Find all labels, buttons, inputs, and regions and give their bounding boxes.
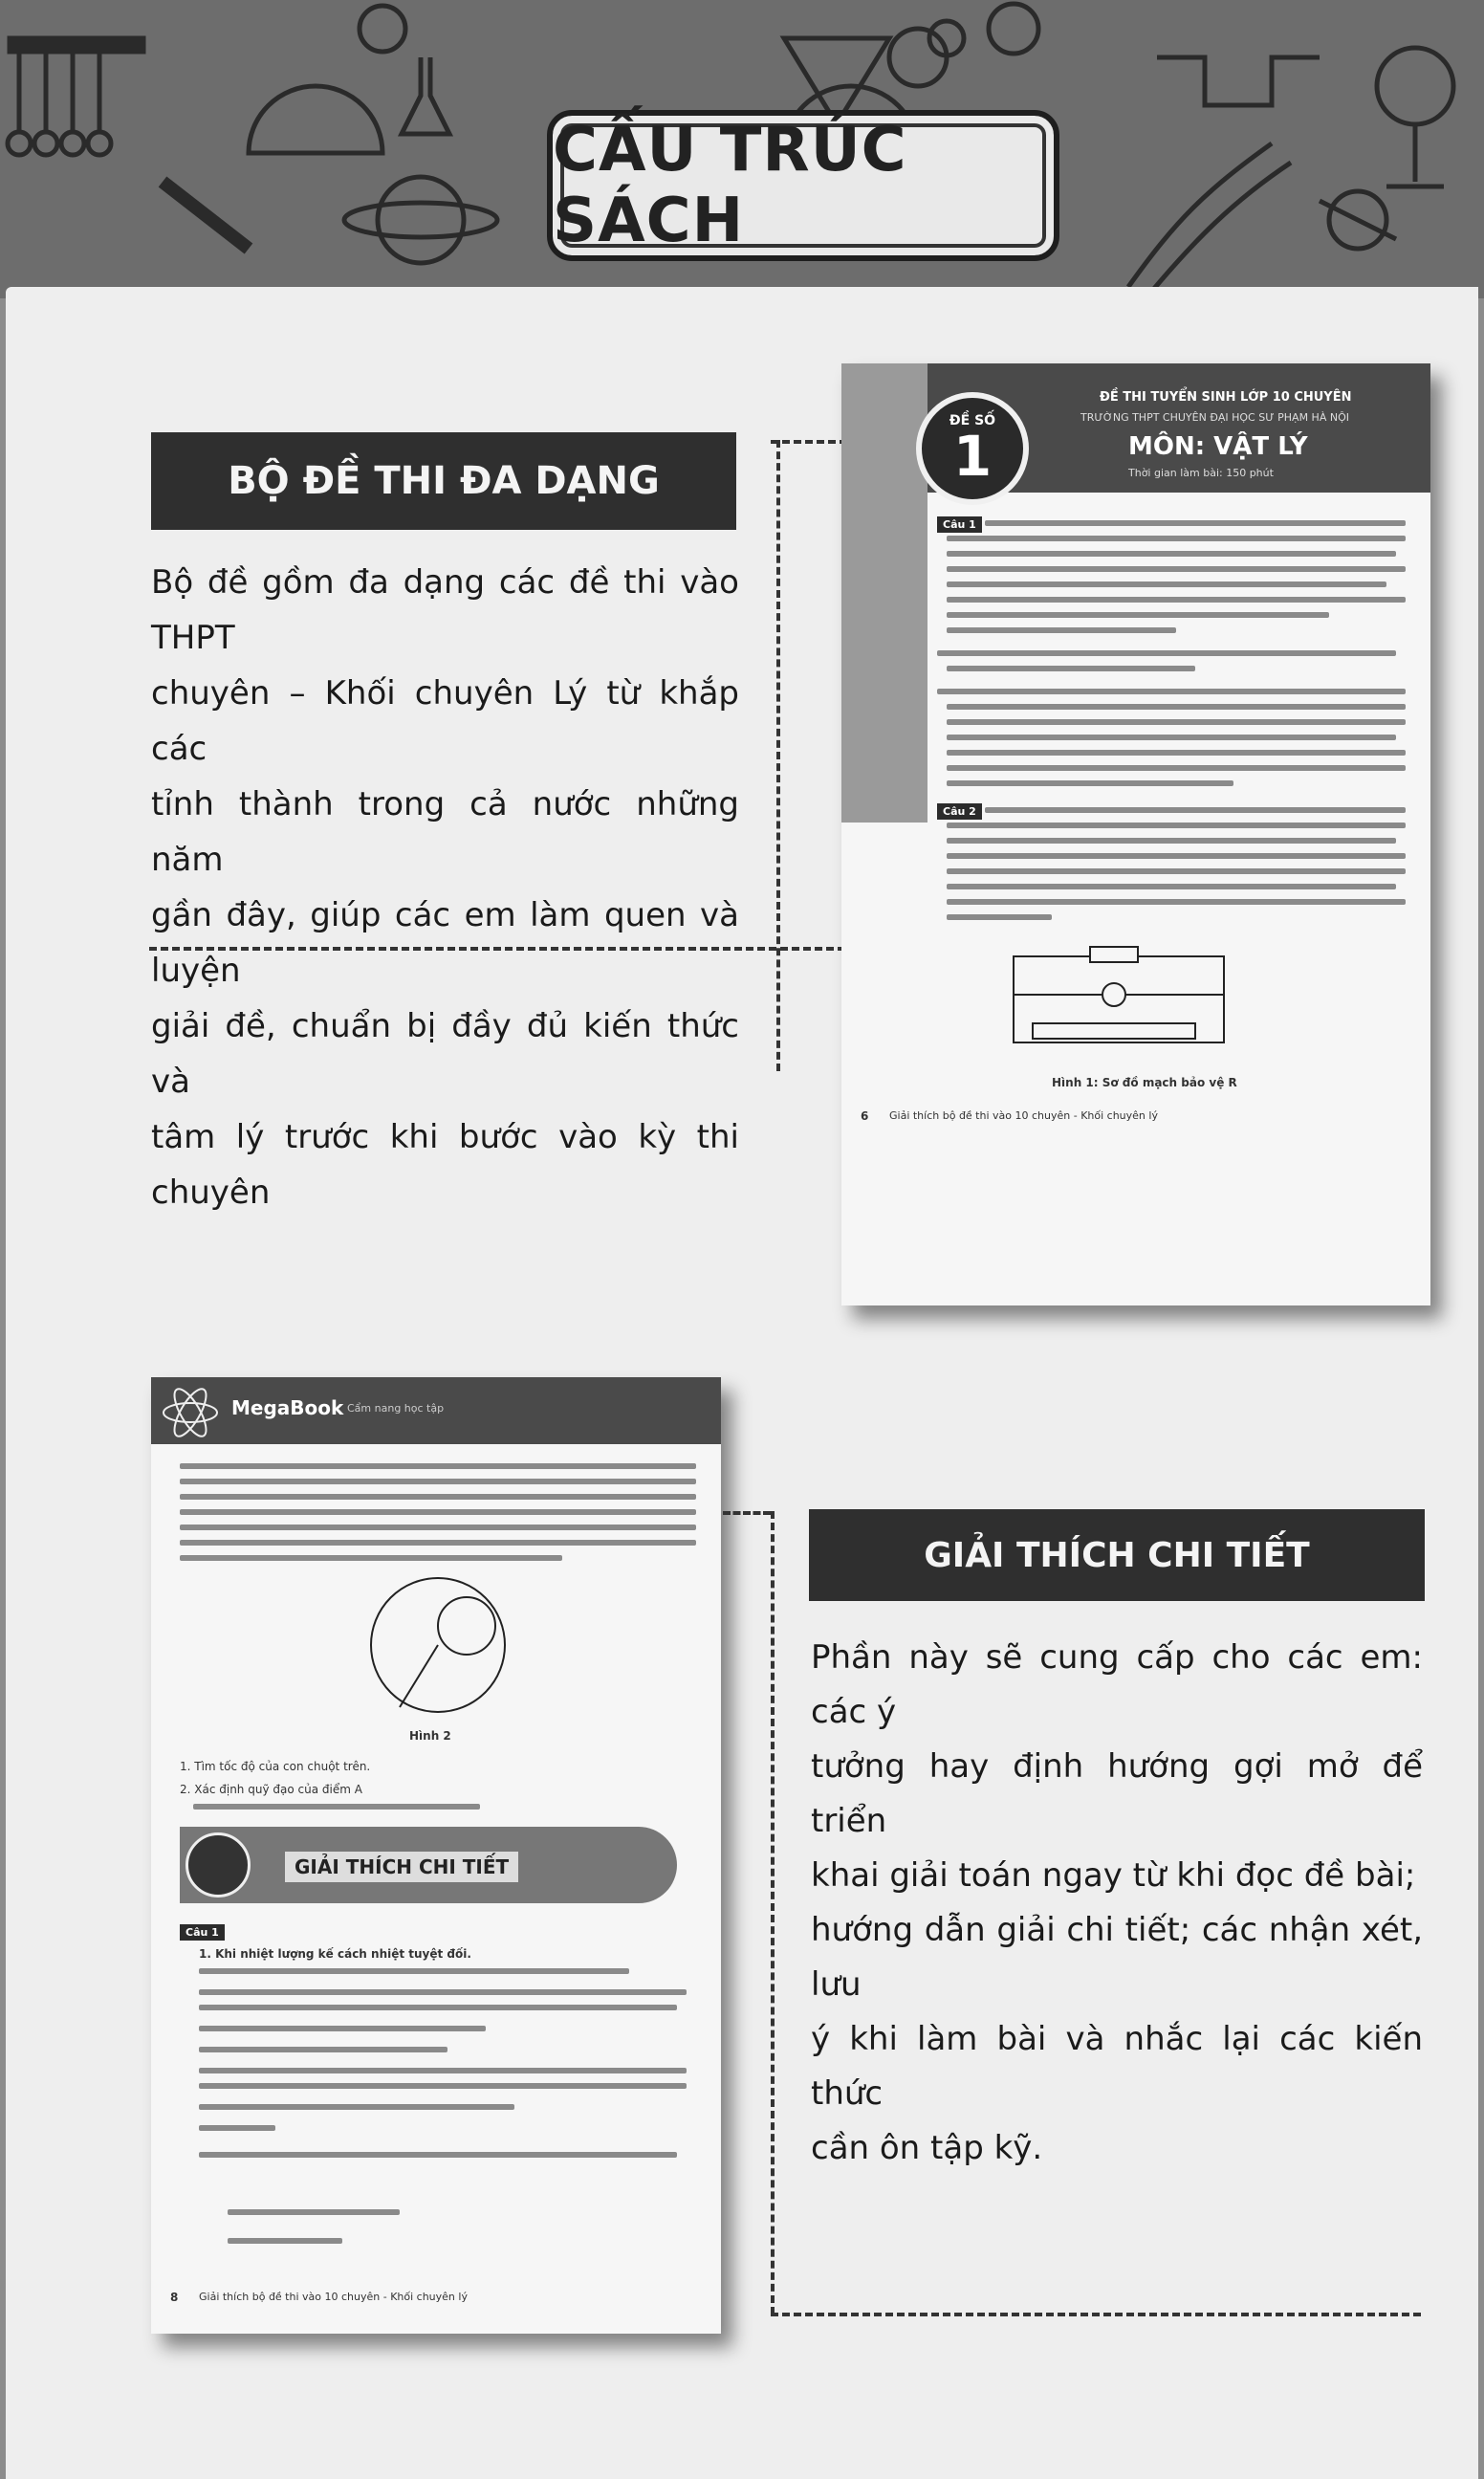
- text-line: [947, 551, 1396, 557]
- header-banner: [0, 0, 1484, 298]
- exam-time: Thời gian làm bài: 150 phút: [1128, 467, 1274, 479]
- text-line: [947, 581, 1386, 587]
- dashed-connector: [771, 1511, 775, 2314]
- figure-caption: Hình 2: [409, 1729, 451, 1743]
- exam-number-badge: [916, 392, 1029, 505]
- formula-line: [228, 2238, 342, 2244]
- question-text: 1. Tìm tốc độ của con chuột trên.: [180, 1760, 371, 1773]
- text-line: [199, 2068, 687, 2073]
- text-line: [947, 627, 1176, 633]
- text-line: [199, 1989, 687, 1995]
- text-line: [947, 868, 1406, 874]
- text-line: [947, 666, 1195, 671]
- text-line: [947, 566, 1406, 572]
- desc-line: ý khi làm bài và nhắc lại các kiến thức: [811, 2020, 1423, 2113]
- desc-line: cần ôn tập kỹ.: [811, 2129, 1043, 2167]
- text-line: [947, 719, 1406, 725]
- question-label: Câu 2: [937, 803, 982, 820]
- side-photo: [841, 363, 928, 823]
- circuit-diagram-icon: [1004, 937, 1233, 1062]
- dashed-connector: [771, 2313, 1421, 2316]
- text-line: [947, 536, 1406, 541]
- footer-page-number: 6: [861, 1109, 869, 1123]
- solution-page-preview: [151, 1377, 721, 2334]
- dashed-connector: [776, 440, 780, 1071]
- text-line: [947, 780, 1233, 786]
- footer-text: Giải thích bộ đề thi vào 10 chuyên - Khối chuyên lý: [199, 2291, 468, 2303]
- solution-text: 1. Khi nhiệt lượng kế cách nhiệt tuyệt đối.: [199, 1947, 471, 1961]
- lightbulb-icon: [186, 1832, 251, 1898]
- text-line: [199, 2083, 687, 2089]
- text-line: [947, 704, 1406, 710]
- page-title: CẤU TRÚC SÁCH: [553, 115, 907, 256]
- text-line: [180, 1463, 696, 1469]
- text-line: [180, 1479, 696, 1484]
- badge-label: ĐỀ SỐ: [949, 413, 996, 428]
- desc-line: tâm lý trước khi bước vào kỳ thi chuyên: [151, 1118, 739, 1212]
- text-line: [947, 914, 1052, 920]
- text-line: [199, 1968, 629, 1974]
- desc-line: khai giải toán ngay từ khi đọc đề bài;: [811, 1856, 1416, 1895]
- text-line: [947, 853, 1406, 859]
- desc-line: hướng dẫn giải chi tiết; các nhận xét, lưu: [811, 1911, 1423, 2004]
- page-title-box: [547, 110, 1059, 261]
- brand-name: MegaBook: [231, 1396, 344, 1419]
- question-text: 2. Xác định quỹ đạo của điểm A: [180, 1783, 362, 1796]
- text-line: [947, 838, 1396, 844]
- exam-school: TRƯỜNG THPT CHUYÊN ĐẠI HỌC SƯ PHẠM HÀ NỘI: [1080, 411, 1349, 424]
- exam-page-preview: [841, 363, 1430, 1305]
- text-line: [947, 750, 1406, 756]
- desc-line: gần đây, giúp các em làm quen và luyện: [151, 896, 739, 990]
- text-line: [180, 1509, 696, 1515]
- text-line: [180, 1555, 562, 1561]
- text-line: [199, 2005, 677, 2010]
- text-line: [947, 597, 1406, 603]
- footer-page-number: 8: [170, 2291, 179, 2304]
- solution-section-title: GIẢI THÍCH CHI TIẾT: [285, 1852, 518, 1882]
- question-label: Câu 1: [180, 1924, 225, 1941]
- formula-line: [228, 2209, 400, 2215]
- figure-caption: Hình 1: Sơ đồ mạch bảo vệ R: [1052, 1076, 1237, 1089]
- circle-figure-icon: [342, 1569, 534, 1722]
- text-line: [199, 2047, 447, 2052]
- desc-line: chuyên – Khối chuyên Lý từ khắp các: [151, 674, 739, 768]
- text-line: [199, 2026, 486, 2031]
- question-label: Câu 1: [937, 516, 982, 533]
- section-desc-giai-thich: [811, 1631, 1423, 2176]
- desc-line: giải đề, chuẩn bị đầy đủ kiến thức và: [151, 1007, 739, 1101]
- section-heading-giai-thich: GIẢI THÍCH CHI TIẾT: [809, 1509, 1425, 1601]
- text-line: [180, 1494, 696, 1500]
- section-heading-bo-de: BỘ ĐỀ THI ĐA DẠNG: [151, 432, 736, 530]
- text-line: [193, 1804, 480, 1810]
- exam-title: ĐỀ THI TUYỂN SINH LỚP 10 CHUYÊN: [1100, 390, 1352, 405]
- dashed-connector: [149, 947, 857, 951]
- text-line: [947, 735, 1396, 740]
- dashed-connector: [723, 1511, 771, 1515]
- desc-line: tỉnh thành trong cả nước những năm: [151, 785, 739, 879]
- exam-subject: MÔN: VẬT LÝ: [1128, 432, 1308, 461]
- atom-icon: [159, 1381, 222, 1444]
- text-line: [180, 1525, 696, 1530]
- text-line: [947, 884, 1396, 889]
- badge-number: 1: [952, 424, 993, 489]
- text-line: [947, 823, 1406, 828]
- desc-line: Phần này sẽ cung cấp cho các em: các ý: [811, 1638, 1423, 1731]
- formula-line: [199, 2152, 677, 2158]
- text-line: [947, 765, 1406, 771]
- text-line: [199, 2104, 514, 2110]
- text-line: [947, 612, 1329, 618]
- text-line: [937, 689, 1406, 694]
- text-line: [947, 899, 1406, 905]
- desc-line: tưởng hay định hướng gợi mở để triển: [811, 1747, 1423, 1840]
- dashed-connector: [771, 440, 847, 444]
- text-line: [199, 2125, 275, 2131]
- desc-line: Bộ đề gồm đa dạng các đề thi vào THPT: [151, 563, 739, 657]
- content-page: [6, 287, 1478, 2479]
- footer-text: Giải thích bộ đề thi vào 10 chuyên - Khối chuyên lý: [889, 1109, 1158, 1122]
- text-line: [985, 807, 1406, 813]
- section-desc-bo-de: [151, 555, 739, 1220]
- text-line: [937, 650, 1396, 656]
- text-line: [985, 520, 1406, 526]
- brand-subtitle: Cẩm nang học tập: [347, 1402, 445, 1415]
- text-line: [180, 1540, 696, 1546]
